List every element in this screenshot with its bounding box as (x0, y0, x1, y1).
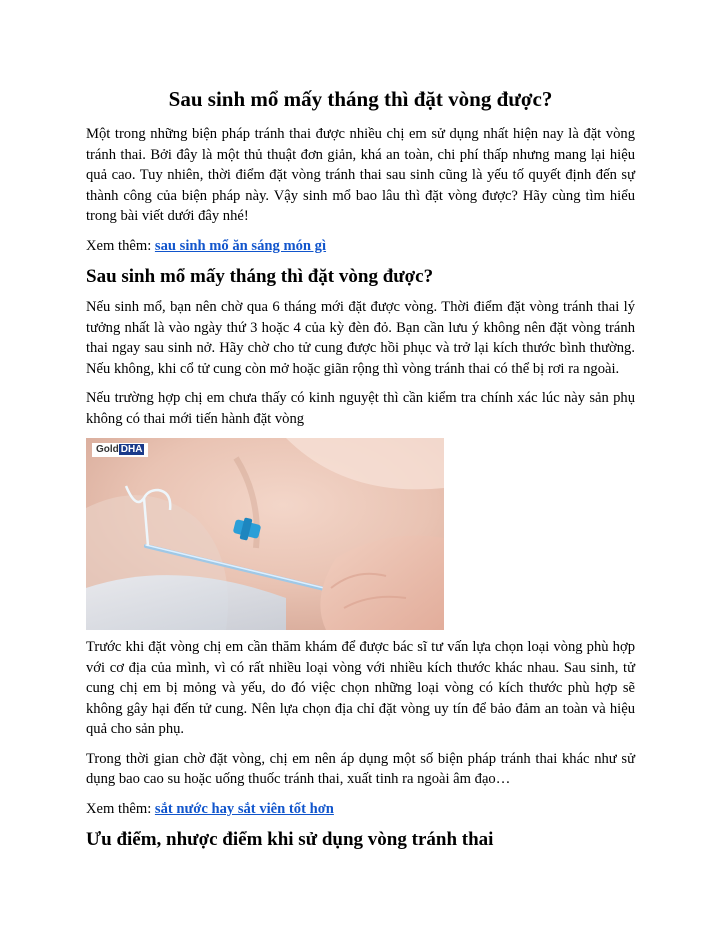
see-more-1 (86, 236, 635, 257)
paragraph-3: Trước khi đặt vòng chị em cần thăm khám để được bác sĩ tư vấn lựa chọn loại vòng phù hợp với cơ địa của mình, vì có rất nhiều loại vòng với nhiều kích thước khác nhau. Sau sinh, tử cung chị em bị mỏng và yếu, do đó việc chọn những loại vòng có kích thước phù hợp sẽ không gây hại đến tử cung. Nên lựa chọn địa chỉ đặt vòng uy tín để bảo đảm an toàn và hiệu quả cho sản phụ. (86, 639, 635, 737)
see-more-prefix: Xem thêm: (86, 237, 155, 254)
logo-gold-text: Gold (96, 444, 119, 455)
document-page (86, 86, 635, 860)
iud-photo-illustration (86, 438, 444, 630)
iud-photo (86, 438, 444, 630)
gold-dha-logo (92, 443, 148, 457)
intro-paragraph: Một trong những biện pháp tránh thai được nhiều chị em sử dụng nhất hiện nay là đặt vòng tránh thai. Bởi đây là một thủ thuật đơn giản, khá an toàn, chi phí thấp nhưng mang lại hiệu quả cao. Tuy nhiên, thời điểm đặt vòng tránh thai sau sinh cũng là yếu tố quyết định đến sự thành công của biện pháp này. Vậy sinh mổ bao lâu thì đặt vòng được? Hãy cùng tìm hiểu trong bài viết dưới đây nhé! (86, 126, 635, 224)
logo-dha-text: DHA (120, 444, 143, 455)
section-heading-1: Sau sinh mổ mấy tháng thì đặt vòng được? (86, 266, 434, 287)
see-more-prefix: Xem thêm: (86, 800, 155, 817)
paragraph-4: Trong thời gian chờ đặt vòng, chị em nên áp dụng một số biện pháp tránh thai khác như sử dụng bao cao su hoặc uống thuốc tránh thai, xuất tinh ra ngoài âm đạo… (86, 750, 635, 787)
see-more-link-2[interactable]: sắt nước hay sắt viên tốt hơn (154, 800, 334, 817)
section-heading-2: Ưu điểm, nhược điểm khi sử dụng vòng tránh thai (86, 829, 494, 850)
paragraph-1: Nếu sinh mổ, bạn nên chờ qua 6 tháng mới đặt được vòng. Thời điểm đặt vòng tránh thai lý tưởng nhất là vào ngày thứ 3 hoặc 4 của kỳ đèn đỏ. Bạn cần lưu ý không nên đặt vòng tránh thai ngay sau sinh nở. Hãy chờ cho tử cung được hồi phục và trở lại kích thước bình thường. Nếu không, khi cổ tử cung còn mở hoặc giãn rộng thì vòng tránh thai có thể bị rơi ra ngoài. (86, 299, 635, 377)
paragraph-2: Nếu trường hợp chị em chưa thấy có kinh nguyệt thì cần kiểm tra chính xác lúc này sản phụ không có thai mới tiến hành đặt vòng (86, 390, 635, 427)
page-title: Sau sinh mổ mấy tháng thì đặt vòng được? (168, 87, 553, 111)
see-more-2 (86, 799, 635, 820)
see-more-link-1[interactable]: sau sinh mổ ăn sáng món gì (154, 237, 327, 254)
